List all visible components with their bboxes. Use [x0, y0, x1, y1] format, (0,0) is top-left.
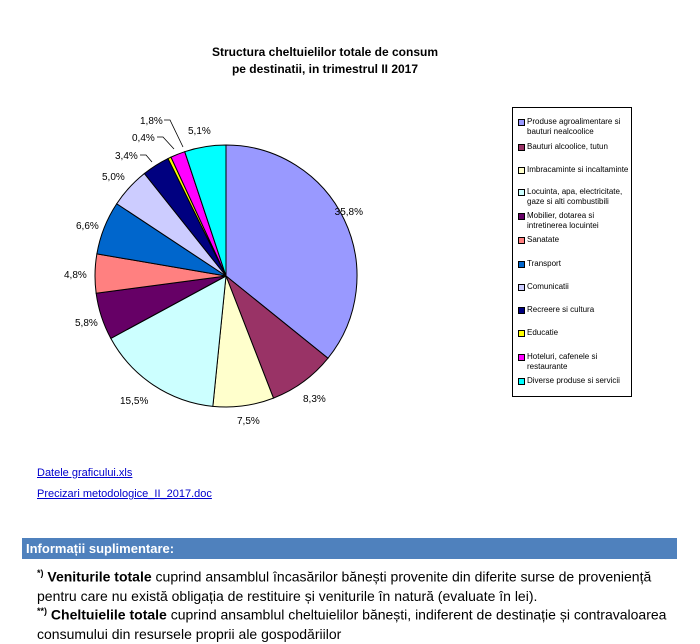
legend-item [518, 259, 632, 269]
legend-label: Imbracaminte si incaltaminte [527, 165, 629, 174]
legend-label: Mobilier, dotarea si intretinerea locuintei [527, 211, 599, 230]
legend-swatch [518, 307, 525, 314]
chart-title-line-2: pe destinatii, in trimestrul II 2017 [231, 62, 419, 76]
slice-value-label: 4,8% [64, 270, 87, 281]
note-marker: *) [37, 568, 44, 578]
note-text: cuprind ansamblul cheltuielilor bănești, indiferent de destinație și contravaloarea consumului din resursele proprii ale gospodăriilor [37, 606, 667, 642]
legend-swatch [518, 284, 525, 291]
slice-value-label: 6,6% [76, 221, 99, 232]
methodology-link[interactable]: Precizari metodologice_II_2017.doc [37, 488, 212, 500]
legend-item [518, 352, 632, 372]
legend-label: Recreere si cultura [527, 305, 595, 314]
legend-swatch [518, 213, 525, 220]
note-marker: **) [37, 606, 48, 616]
leader-line [140, 155, 152, 162]
legend-swatch [518, 378, 525, 385]
data-file-link[interactable]: Datele graficului.xls [37, 467, 133, 479]
legend-swatch [518, 354, 525, 361]
legend-label: Diverse produse si servicii [527, 376, 620, 385]
legend-item [518, 187, 632, 207]
legend-swatch [518, 261, 525, 268]
legend-label: Transport [527, 259, 561, 268]
legend-swatch [518, 330, 525, 337]
note-text: cuprind ansamblul încasărilor bănești provenite din diferite surse de proveniență pentru care nu există obligația de restituire și veniturile în natură (evaluate în lei). [37, 568, 652, 604]
legend-item [518, 282, 632, 292]
slice-value-label: 0,4% [132, 133, 155, 144]
legend-swatch [518, 237, 525, 244]
note-term: Veniturile totale [47, 568, 152, 585]
slice-value-label: 1,8% [140, 116, 163, 127]
slice-value-label: 7,5% [237, 416, 260, 427]
leader-line [164, 120, 183, 147]
note-total-expenses [37, 602, 677, 644]
legend-item [518, 117, 632, 137]
legend-swatch [518, 119, 525, 126]
slice-value-label: 3,4% [115, 151, 138, 162]
legend-item [518, 235, 632, 245]
legend-item [518, 376, 632, 386]
slice-value-label: 8,3% [303, 394, 326, 405]
chart-title-line-1: Structura cheltuielilor totale de consum [211, 45, 439, 59]
legend-label: Educatie [527, 328, 559, 337]
legend-label: Comunicatii [527, 282, 569, 291]
slice-value-label: 5,1% [188, 126, 211, 137]
legend-item [518, 165, 632, 175]
note-term: Cheltuielile totale [50, 606, 167, 623]
legend-item [518, 305, 632, 315]
legend-swatch [518, 144, 525, 151]
leader-line [157, 137, 174, 149]
legend-label: Produse agroalimentare si bauturi nealcoolice [527, 117, 621, 136]
legend-item [518, 142, 632, 152]
legend-label: Bauturi alcoolice, tutun [527, 142, 608, 151]
legend-label: Sanatate [527, 235, 560, 244]
legend-label: Hoteluri, cafenele si restaurante [527, 352, 598, 371]
legend-item [518, 211, 632, 231]
legend-swatch [518, 167, 525, 174]
note-total-income [37, 564, 677, 606]
legend-item [518, 328, 632, 338]
chart-legend [512, 107, 632, 397]
slice-value-label: 15,5% [120, 396, 149, 407]
legend-swatch [518, 189, 525, 196]
legend-label: Locuinta, apa, electricitate, gaze si alti combustibili [527, 187, 623, 206]
slice-value-label: 35,8% [334, 207, 363, 218]
info-header: Informații suplimentare: [22, 538, 677, 559]
slice-value-label: 5,8% [75, 318, 98, 329]
slice-value-label: 5,0% [102, 172, 125, 183]
